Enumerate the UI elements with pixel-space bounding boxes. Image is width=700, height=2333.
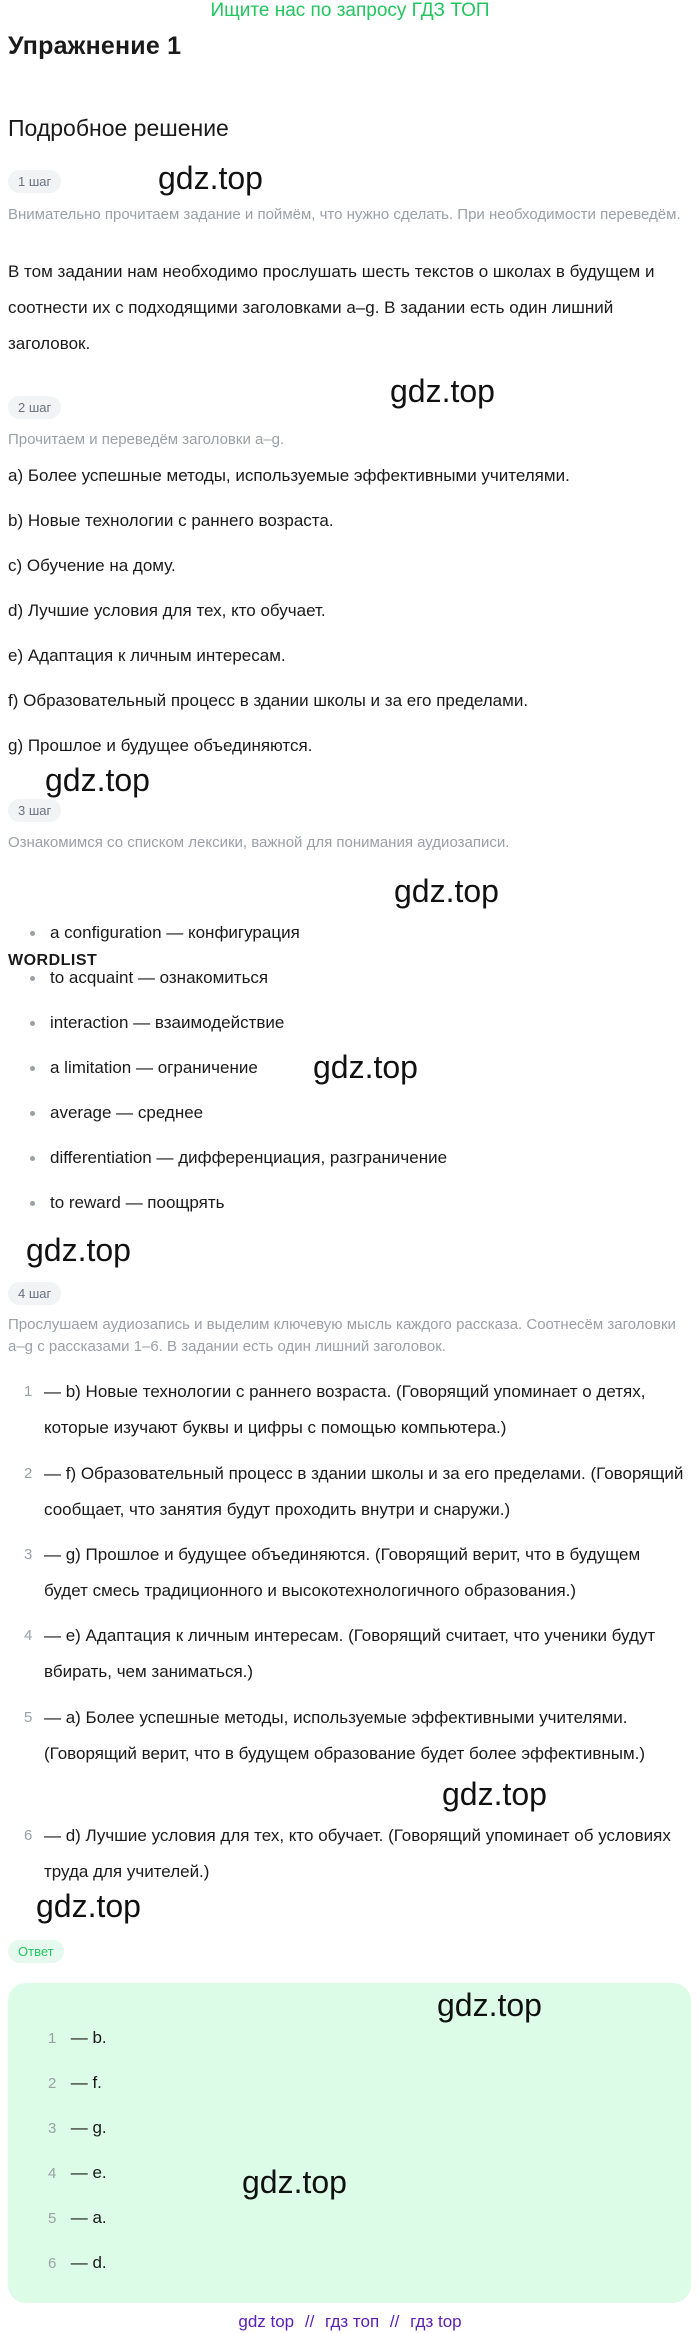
answer-item: 2 — f. [48,2073,102,2092]
heading-option-c: c) Обучение на дому. [8,556,176,575]
bullet-icon [30,1201,35,1206]
item-number: 2 [24,1465,33,1482]
item-number: 6 [24,1827,33,1844]
watermark: gdz.top [242,2164,347,2200]
list-item: 5 — a) Более успешные методы, используемые эффективными учителями. (Говорящий верит, что в будущем образование будет более эффективным.) [8,1700,688,1772]
item-number: 1 [24,1383,33,1400]
section-title: Подробное решение [8,115,229,141]
footer-links [0,2312,700,2332]
answer-item: 1 — b. [48,2028,107,2047]
footer-link[interactable]: гдз top [410,2312,462,2331]
heading-option-e: e) Адаптация к личным интересам. [8,646,286,665]
watermark: gdz.top [390,373,495,409]
watermark: gdz.top [158,160,263,196]
bullet-icon [30,1111,35,1116]
answer-badge: Ответ [8,1940,64,1963]
item-number: 4 [24,1627,33,1644]
list-item: 2 — f) Образовательный процесс в здании школы и за его пределами. (Говорящий сообщает, что занятия будут проходить внутри и снаружи.) [8,1456,688,1528]
footer-link[interactable]: гдз топ [325,2312,380,2331]
heading-option-d: d) Лучшие условия для тех, кто обучает. [8,601,326,620]
item-number: 3 [24,1546,33,1563]
list-item: 4 — e) Адаптация к личным интересам. (Говорящий считает, что ученики будут вбирать, чем заниматься.) [8,1618,688,1690]
step-2-hint: Прочитаем и переведём заголовки a–g. [8,431,285,448]
footer-link[interactable]: gdz top [238,2312,295,2331]
step-1-badge: 1 шаг [8,170,61,193]
bullet-icon [30,1066,35,1071]
bullet-icon [30,931,35,936]
step-2-badge: 2 шаг [8,396,61,419]
answer-item: 4 — e. [48,2163,107,2182]
bullet-icon [30,1156,35,1161]
answer-item: 3 — g. [48,2118,107,2137]
page-title: Упражнение 1 [8,32,182,60]
watermark: gdz.top [394,873,499,909]
watermark: gdz.top [313,1049,418,1085]
list-item: 1 — b) Новые технологии с раннего возраста. (Говорящий упоминает о детях, которые изучают буквы и цифры с помощью компьютера.) [8,1374,688,1446]
heading-option-b: b) Новые технологии с раннего возраста. [8,511,334,530]
list-item: 6 — d) Лучшие условия для тех, кто обучает. (Говорящий упоминает об условиях труда для учителей.) [8,1818,688,1890]
bullet-icon [30,1021,35,1026]
footer-separator: // [304,2312,315,2331]
answer-box [8,1983,691,2303]
step-4-hint: Прослушаем аудиозапись и выделим ключевую мысль каждого рассказа. Соотнесём заголовки a–g с рассказами 1–6. В задании есть один лишний заголовок. [8,1316,676,1355]
watermark: gdz.top [26,1232,131,1268]
heading-option-a: a) Более успешные методы, используемые эффективными учителями. [8,466,570,485]
watermark: gdz.top [45,762,150,798]
list-item: 3 — g) Прошлое и будущее объединяются. (Говорящий верит, что в будущем будет смесь традиционного и высокотехнологичного образования.) [8,1537,688,1609]
bullet-icon [30,976,35,981]
step-3-badge: 3 шаг [8,799,61,822]
wordlist-title: WORDLIST [8,952,98,969]
footer-separator: // [389,2312,400,2331]
step-3-hint: Ознакомимся со списком лексики, важной для понимания аудиозаписи. [8,834,510,851]
answer-item: 5 — a. [48,2208,107,2227]
search-banner: Ищите нас по запросу ГДЗ ТОП [210,0,490,21]
answer-item: 6 — d. [48,2253,107,2272]
item-number: 5 [24,1709,33,1726]
step-4-badge: 4 шаг [8,1282,61,1305]
watermark: gdz.top [442,1776,547,1812]
watermark: gdz.top [437,1987,542,2023]
step-1-hint: Внимательно прочитаем задание и поймём, что нужно сделать. При необходимости переведём. [8,206,681,223]
heading-option-g: g) Прошлое и будущее объединяются. [8,736,313,755]
heading-option-f: f) Образовательный процесс в здании школы и за его пределами. [8,691,529,710]
step-1-text: В том задании нам необходимо прослушать шесть текстов о школах в будущем и соотнести их с подходящими заголовками a–g. В задании есть один лишний заголовок. [8,262,655,353]
watermark: gdz.top [36,1888,141,1924]
